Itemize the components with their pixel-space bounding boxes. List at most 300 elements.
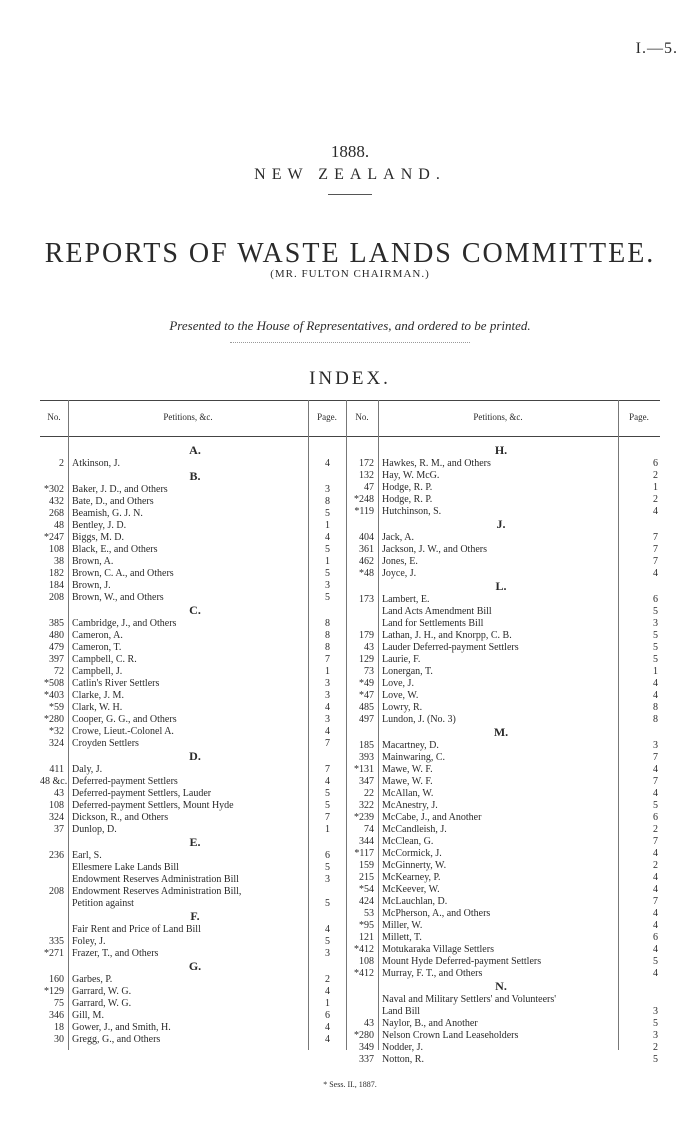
page-number: 8	[325, 618, 330, 629]
section-letter-text: D.	[189, 750, 201, 762]
index-entry	[346, 896, 658, 908]
document-title: REPORTS OF WASTE LANDS COMMITTEE.	[44, 238, 656, 269]
page-number: 5	[653, 1054, 658, 1065]
index-entry	[40, 824, 340, 836]
index-entry	[40, 812, 340, 824]
page-number: 4	[325, 702, 330, 713]
petition-name: Endowment Reserves Administration Bill	[72, 874, 239, 885]
petition-name: Mawe, W. F.	[382, 776, 433, 787]
petition-number: 73	[364, 666, 374, 677]
page-number: 5	[325, 800, 330, 811]
petition-number: 393	[359, 752, 374, 763]
petition-name: McAllan, W.	[382, 788, 434, 799]
index-entry	[346, 506, 658, 518]
index-entry	[40, 532, 340, 544]
page-number: 4	[653, 944, 658, 955]
index-entry	[346, 920, 658, 932]
petition-name: Campbell, C. R.	[72, 654, 137, 665]
index-entry	[346, 812, 658, 824]
section-letter-text: C.	[189, 604, 201, 616]
page-number: 4	[325, 1034, 330, 1045]
index-entry	[346, 752, 658, 764]
page-number: 3	[325, 678, 330, 689]
petition-name: Fair Rent and Price of Land Bill	[72, 924, 201, 935]
petition-number: 404	[359, 532, 374, 543]
petition-name: Notton, R.	[382, 1054, 424, 1065]
section-letter-text: F.	[190, 910, 200, 922]
page-number: 5	[325, 788, 330, 799]
index-entry	[40, 1034, 340, 1046]
petition-name: Brown, J.	[72, 580, 111, 591]
petition-name: Frazer, T., and Others	[72, 948, 159, 959]
page-number: 2	[653, 494, 658, 505]
page-number: 1	[325, 556, 330, 567]
page-number: 4	[653, 968, 658, 979]
page-number: 6	[653, 458, 658, 469]
header-petitions-right: Petitions, &c.	[473, 412, 523, 422]
page-number: 7	[653, 532, 658, 543]
page-number: 4	[653, 764, 658, 775]
index-entry	[346, 800, 658, 812]
petition-number: 335	[49, 936, 64, 947]
petition-name: Nodder, J.	[382, 1042, 423, 1053]
page-number: 4	[653, 848, 658, 859]
page-number: 5	[325, 568, 330, 579]
page-number: 5	[325, 508, 330, 519]
petition-number: 324	[49, 738, 64, 749]
petition-number: 337	[359, 1054, 374, 1065]
petition-name: Earl, S.	[72, 850, 102, 861]
petition-name: Laurie, F.	[382, 654, 421, 665]
petition-number: 480	[49, 630, 64, 641]
index-entry	[40, 556, 340, 568]
petition-name: Cameron, A.	[72, 630, 123, 641]
petition-number: 236	[49, 850, 64, 861]
page-number: 3	[325, 874, 330, 885]
petition-name: Black, E., and Others	[72, 544, 158, 555]
page-number: 5	[325, 898, 330, 909]
index-entry	[346, 1018, 658, 1030]
petition-name: Cambridge, J., and Others	[72, 618, 177, 629]
petition-name: Lathan, J. H., and Knorpp, C. B.	[382, 630, 512, 641]
index-entry	[346, 678, 658, 690]
petition-number: *131	[354, 764, 374, 775]
index-entry	[346, 568, 658, 580]
petition-name: Motukaraka Village Settlers	[382, 944, 494, 955]
petition-number: 424	[359, 896, 374, 907]
petition-number: *117	[354, 848, 374, 859]
index-entry	[40, 800, 340, 812]
petition-number: *412	[354, 968, 374, 979]
petition-number: 485	[359, 702, 374, 713]
petition-name: Hodge, R. P.	[382, 494, 433, 505]
page-number: 4	[325, 458, 330, 469]
petition-number: 43	[54, 788, 64, 799]
petition-name: Endowment Reserves Administration Bill,	[72, 886, 242, 897]
petition-name: Campbell, J.	[72, 666, 123, 677]
index-entry	[40, 568, 340, 580]
page-number: 1	[325, 824, 330, 835]
index-entry	[346, 788, 658, 800]
petition-number: *412	[354, 944, 374, 955]
page-number: 8	[325, 642, 330, 653]
index-entry	[346, 932, 658, 944]
petition-name: Daly, J.	[72, 764, 103, 775]
index-entry	[40, 998, 340, 1010]
page-number: 8	[653, 714, 658, 725]
petition-number: *119	[354, 506, 374, 517]
section-letter-text: M.	[493, 726, 509, 738]
petition-name: Joyce, J.	[382, 568, 417, 579]
petition-name: Bate, D., and Others	[72, 496, 154, 507]
petition-name: McCandleish, J.	[382, 824, 447, 835]
petition-number: 159	[359, 860, 374, 871]
index-entry	[346, 1054, 658, 1066]
page-number: 2	[325, 974, 330, 985]
page-number: 3	[325, 948, 330, 959]
dotted-divider	[230, 342, 470, 343]
index-entry	[40, 678, 340, 690]
petition-name: Naylor, B., and Another	[382, 1018, 478, 1029]
page-number: 5	[653, 630, 658, 641]
page-number: 4	[325, 532, 330, 543]
section-letter	[40, 836, 340, 850]
index-entry	[346, 594, 658, 606]
page-number: 4	[653, 568, 658, 579]
document-subtitle: (MR. FULTON CHAIRMAN.)	[270, 268, 430, 280]
index-entry	[40, 592, 340, 604]
petition-number: 48	[54, 520, 64, 531]
petition-name: Garrard, W. G.	[72, 986, 132, 997]
page-number: 6	[325, 850, 330, 861]
petition-name: McGinnerty, W.	[382, 860, 447, 871]
header-page-right: Page.	[629, 412, 649, 422]
page-number: 7	[325, 654, 330, 665]
page-number: 1	[653, 666, 658, 677]
index-entry	[346, 618, 658, 630]
page-number: 1	[653, 482, 658, 493]
page-number: 4	[325, 986, 330, 997]
index-entry	[346, 740, 658, 752]
section-letter-text: E.	[189, 836, 201, 848]
petition-name: Atkinson, J.	[72, 458, 121, 469]
petition-number: *54	[359, 884, 374, 895]
index-entry	[40, 580, 340, 592]
petition-number: 182	[49, 568, 64, 579]
section-letter-text: G.	[188, 960, 202, 972]
page-number: 3	[325, 580, 330, 591]
petition-name: Hay, W. McG.	[382, 470, 440, 481]
section-letter-text: N.	[495, 980, 507, 992]
page-number: 4	[653, 884, 658, 895]
page-number: 5	[325, 592, 330, 603]
petition-name: Catlin's River Settlers	[72, 678, 160, 689]
section-letter-text: L.	[495, 580, 507, 592]
petition-number: 37	[54, 824, 64, 835]
page-number: 4	[325, 776, 330, 787]
petition-number: *129	[44, 986, 64, 997]
page-number: 4	[653, 690, 658, 701]
index-entry	[40, 764, 340, 776]
index-entry	[346, 1006, 658, 1018]
report-reference: I.—5.	[635, 40, 678, 57]
index-entry	[40, 1022, 340, 1034]
index-entry	[40, 714, 340, 726]
petition-name: Crowe, Lieut.-Colonel A.	[72, 726, 174, 737]
page-number: 3	[653, 1030, 658, 1041]
index-entry	[346, 482, 658, 494]
petition-number: 2	[59, 458, 64, 469]
page-number: 2	[653, 824, 658, 835]
petition-number: 121	[359, 932, 374, 943]
petition-name: McKearney, P.	[382, 872, 441, 883]
page-number: 5	[325, 862, 330, 873]
petition-name: McKeever, W.	[382, 884, 440, 895]
index-entry	[346, 908, 658, 920]
petition-name: Hutchinson, S.	[382, 506, 442, 517]
page-number: 4	[653, 678, 658, 689]
page-number: 3	[653, 740, 658, 751]
petition-number: 18	[54, 1022, 64, 1033]
petition-number: 432	[49, 496, 64, 507]
petition-name: Land for Settlements Bill	[382, 618, 484, 629]
index-entry	[40, 948, 340, 960]
petition-name: Millett, T.	[382, 932, 422, 943]
index-heading: INDEX.	[309, 368, 391, 389]
petition-number: 385	[49, 618, 64, 629]
presented-note: Presented to the House of Representatives, and ordered to be printed.	[169, 318, 531, 333]
petition-name: Brown, C. A., and Others	[72, 568, 174, 579]
divider	[328, 194, 372, 195]
petition-number: 268	[49, 508, 64, 519]
page-number: 5	[653, 642, 658, 653]
index-entry	[40, 666, 340, 678]
petition-name: Mawe, W. F.	[382, 764, 433, 775]
index-entry	[346, 606, 658, 618]
petition-name: Garrard, W. G.	[72, 998, 132, 1009]
petition-name: Brown, A.	[72, 556, 114, 567]
petition-name: Croyden Settlers	[72, 738, 139, 749]
petition-number: 349	[359, 1042, 374, 1053]
petition-name: McLauchlan, D.	[382, 896, 448, 907]
petition-name: Dickson, R., and Others	[72, 812, 169, 823]
petition-number: 43	[364, 1018, 374, 1029]
index-entry	[346, 872, 658, 884]
page-number: 3	[653, 1006, 658, 1017]
petition-number: 479	[49, 642, 64, 653]
index-entry	[346, 494, 658, 506]
petition-number: *32	[49, 726, 64, 737]
petition-name: Lonergan, T.	[382, 666, 433, 677]
index-entry	[40, 974, 340, 986]
year: 1888.	[330, 142, 370, 161]
petition-name: McCormick, J.	[382, 848, 442, 859]
petition-number: 22	[364, 788, 374, 799]
section-letter	[346, 980, 646, 994]
page-number: 1	[325, 666, 330, 677]
country-heading: NEW ZEALAND.	[254, 166, 446, 183]
page-number: 4	[653, 920, 658, 931]
table-header-rule	[40, 436, 660, 437]
petition-number: 47	[364, 482, 374, 493]
page-number: 2	[653, 1042, 658, 1053]
index-entry	[346, 1042, 658, 1054]
index-entry	[40, 630, 340, 642]
page-number: 5	[653, 956, 658, 967]
petition-number: *49	[359, 678, 374, 689]
petition-name: Petition against	[72, 898, 134, 909]
petition-name: Garbes, P.	[72, 974, 113, 985]
petition-name: McClean, G.	[382, 836, 434, 847]
petition-name: McPherson, A., and Others	[382, 908, 491, 919]
petition-name: Lambert, E.	[382, 594, 430, 605]
section-letter-text: J.	[496, 518, 506, 530]
petition-number: 53	[364, 908, 374, 919]
index-entry	[40, 898, 340, 910]
page-number: 8	[653, 702, 658, 713]
petition-number: 132	[359, 470, 374, 481]
page-number: 6	[325, 1010, 330, 1021]
index-entry	[40, 986, 340, 998]
index-entry	[346, 956, 658, 968]
petition-number: *280	[354, 1030, 374, 1041]
petition-number: 172	[359, 458, 374, 469]
index-entry	[346, 764, 658, 776]
petition-number: 179	[359, 630, 374, 641]
index-entry	[346, 1030, 658, 1042]
petition-number: *271	[44, 948, 64, 959]
petition-name: Love, J.	[382, 678, 414, 689]
table-top-rule	[40, 400, 660, 401]
header-no-right: No.	[355, 412, 369, 422]
header-no-left: No.	[47, 412, 61, 422]
petition-number: *239	[354, 812, 374, 823]
section-letter	[40, 444, 340, 458]
index-entry	[40, 936, 340, 948]
petition-name: Dunlop, D.	[72, 824, 117, 835]
page-number: 7	[653, 752, 658, 763]
petition-number: 74	[364, 824, 374, 835]
section-letter-text: B.	[189, 470, 201, 482]
index-entry	[346, 944, 658, 956]
petition-name: Bentley, J. D.	[72, 520, 127, 531]
index-entry	[346, 884, 658, 896]
petition-name: Hawkes, R. M., and Others	[382, 458, 491, 469]
petition-number: 108	[359, 956, 374, 967]
petition-number: 324	[49, 812, 64, 823]
petition-name: Clarke, J. M.	[72, 690, 124, 701]
petition-number: 108	[49, 544, 64, 555]
petition-number: *59	[49, 702, 64, 713]
page-number: 5	[653, 654, 658, 665]
petition-number: 184	[49, 580, 64, 591]
page-number: 7	[653, 544, 658, 555]
petition-name: Foley, J.	[72, 936, 106, 947]
petition-name: Jack, A.	[382, 532, 414, 543]
section-letter	[346, 518, 646, 532]
index-entry	[40, 618, 340, 630]
index-entry	[346, 458, 658, 470]
index-entry	[40, 496, 340, 508]
petition-number: 208	[49, 592, 64, 603]
petition-name: Land Bill	[382, 1006, 421, 1017]
petition-number: 344	[359, 836, 374, 847]
section-letter	[346, 580, 646, 594]
page-number: 4	[653, 872, 658, 883]
index-entry	[346, 776, 658, 788]
index-entry	[40, 850, 340, 862]
page-number: 5	[653, 606, 658, 617]
page-number: 8	[325, 496, 330, 507]
page-number: 4	[325, 726, 330, 737]
section-letter	[40, 470, 340, 484]
petition-name: Gill, M.	[72, 1010, 104, 1021]
index-entry	[346, 994, 646, 1006]
index-entry	[40, 862, 340, 874]
petition-name: McCabe, J., and Another	[382, 812, 482, 823]
index-entry	[346, 630, 658, 642]
footnote: * Sess. II., 1887.	[323, 1080, 377, 1089]
index-entry	[40, 776, 340, 788]
page-number: 3	[325, 714, 330, 725]
petition-number: *47	[359, 690, 374, 701]
page-number: 8	[325, 630, 330, 641]
petition-name: Lowry, R.	[382, 702, 423, 713]
petition-number: 361	[359, 544, 374, 555]
petition-name: Ellesmere Lake Lands Bill	[72, 862, 179, 873]
index-entry	[40, 458, 340, 470]
index-entry	[40, 484, 340, 496]
page-number: 2	[653, 470, 658, 481]
page-number: 7	[653, 836, 658, 847]
petition-number: 173	[359, 594, 374, 605]
petition-number: *248	[354, 494, 374, 505]
petition-name: Lundon, J. (No. 3)	[382, 714, 456, 725]
petition-number: 462	[359, 556, 374, 567]
index-entry	[346, 654, 658, 666]
index-entry	[40, 702, 340, 714]
petition-number: 38	[54, 556, 64, 567]
page-number: 7	[653, 776, 658, 787]
index-entry	[40, 738, 340, 750]
petition-name: Gower, J., and Smith, H.	[72, 1022, 171, 1033]
petition-name: Mount Hyde Deferred-payment Settlers	[382, 956, 542, 967]
petition-number: *302	[44, 484, 64, 495]
petition-name: Land Acts Amendment Bill	[382, 606, 492, 617]
petition-number: 322	[359, 800, 374, 811]
page-number: 4	[653, 788, 658, 799]
index-entry	[40, 924, 340, 936]
index-entry	[346, 556, 658, 568]
page-number: 4	[653, 506, 658, 517]
index-entry	[346, 544, 658, 556]
petition-name: Biggs, M. D.	[72, 532, 124, 543]
petition-name: Love, W.	[382, 690, 419, 701]
petition-name: Deferred-payment Settlers	[72, 776, 178, 787]
section-letter-text: A.	[189, 444, 201, 456]
petition-name: Murray, F. T., and Others	[382, 968, 483, 979]
petition-number: 347	[359, 776, 374, 787]
page-number: 6	[653, 594, 658, 605]
index-entry	[346, 714, 658, 726]
petition-number: 346	[49, 1010, 64, 1021]
index-entry	[346, 702, 658, 714]
petition-number: 411	[49, 764, 64, 775]
petition-name: Lauder Deferred-payment Settlers	[382, 642, 519, 653]
page-number: 1	[325, 520, 330, 531]
index-column-left	[40, 444, 340, 1046]
petition-name: Cameron, T.	[72, 642, 122, 653]
